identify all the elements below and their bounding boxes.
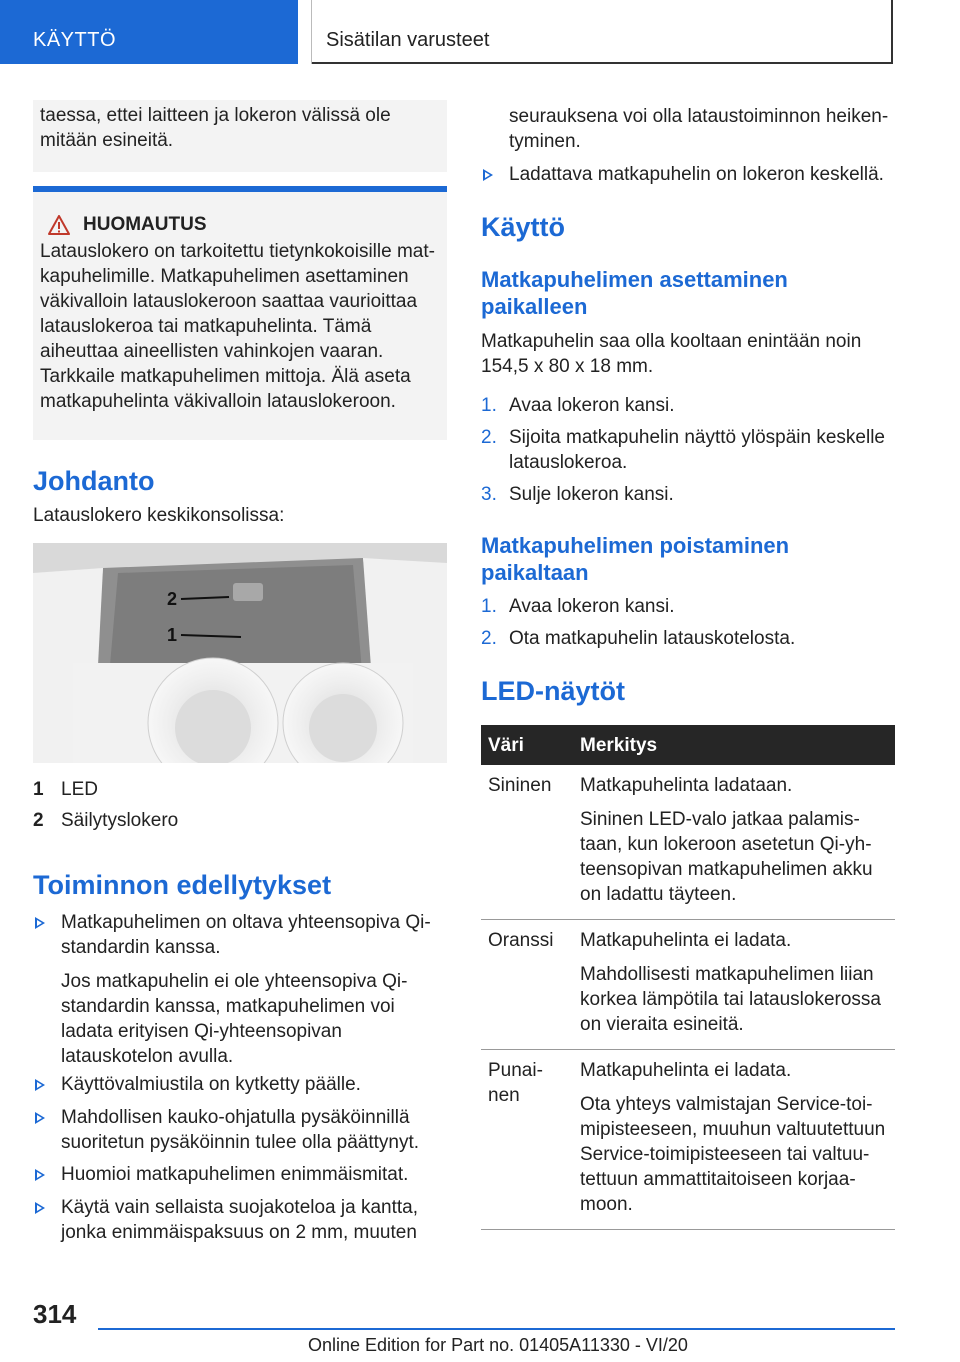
warning-icon: [48, 215, 70, 235]
step-number: 3.: [481, 484, 497, 505]
johdanto-text: Latauslokero keskikonsolissa:: [33, 505, 285, 526]
led-table: [481, 725, 895, 1230]
meaning-line: Sininen LED-valo jatkaa palamistaan, kun lokeroon asetetun Qi-yhteensopivan matkapuhelimen akku on ladattu täyteen.: [580, 809, 873, 905]
step-text: Sulje lokeron kansi.: [509, 484, 674, 505]
continued-text: seurauksena voi olla lataustoiminnon heikentyminen.: [509, 106, 889, 152]
legend-item: [33, 777, 447, 802]
step-text: Avaa lokeron kansi.: [509, 395, 675, 416]
list-item-text: Käyttövalmiustila on kytketty päälle.: [61, 1074, 361, 1095]
meaning-line: Matkapuhelinta ladataan.: [580, 775, 793, 796]
step-item: [481, 594, 897, 619]
list-item: [33, 1072, 449, 1097]
step-text: Ota matkapuhelin latauskotelosta.: [509, 628, 796, 649]
cell-color: Punainen: [481, 1050, 573, 1230]
cell-meaning: [573, 1050, 895, 1230]
list-item-text: Huomioi matkapuhelimen enimmäismitat.: [61, 1164, 409, 1185]
asettaminen-heading: Matkapuhelimen asettaminen paikalleen: [481, 267, 788, 319]
column-header-color: Väri: [481, 725, 573, 765]
edition-text: Online Edition for Part no. 01405A11330 - VI/20: [308, 1335, 688, 1355]
cell-color: Sininen: [481, 765, 573, 920]
meaning-line: Mahdollisesti matkapuhelimen liian korkea lämpötila tai latauslokerossa on vieraita esineitä.: [580, 964, 881, 1035]
notice-box: [33, 186, 447, 440]
list-item: [33, 1105, 449, 1155]
list-item-subtext: Jos matkapuhelin ei ole yhteensopiva Qi-standardin kanssa, matkapuhelimen voi ladata erityisen Qi-yhteensopivan latauskotelon avulla.: [61, 971, 408, 1067]
step-text: Avaa lokeron kansi.: [509, 596, 675, 617]
console-illustration: [33, 543, 447, 763]
footer-divider: [98, 1328, 895, 1330]
bullet-icon: [35, 917, 45, 929]
list-item-text: Käytä vain sellaista suojakoteloa ja kantta, jonka enimmäispaksuus on 2 mm, muuten: [61, 1197, 418, 1243]
table-row: [481, 920, 895, 1050]
legend-text: LED: [61, 779, 98, 800]
legend-number: 1: [33, 779, 44, 800]
step-item: [481, 482, 897, 507]
list-item: [481, 162, 897, 187]
cell-meaning: [573, 920, 895, 1050]
list-item: [33, 1195, 449, 1245]
toiminnon-heading: Toiminnon edellytykset: [33, 870, 332, 900]
poistaminen-heading: Matkapuhelimen poistaminen paikaltaan: [481, 533, 790, 585]
kaytto-heading: Käyttö: [481, 212, 566, 242]
notice-header: [40, 212, 440, 237]
meaning-line: Matkapuhelinta ei ladata.: [580, 1060, 792, 1081]
callout-2: 2: [167, 589, 178, 609]
cell-meaning: [573, 765, 895, 920]
step-number: 2.: [481, 628, 497, 649]
bullet-icon: [35, 1079, 45, 1091]
bullet-icon: [483, 169, 493, 181]
section-tab: [0, 0, 298, 64]
step-number: 2.: [481, 427, 497, 448]
continued-notice-text: taessa, ettei laitteen ja lokeron välissä ole mitään esineitä.: [40, 105, 391, 151]
step-number: 1.: [481, 395, 497, 416]
list-item: [33, 910, 449, 1069]
list-item-text: Mahdollisen kauko-ohjatulla pysäköinnillä suoritetun pysäköinnin tulee olla päättynyt.: [61, 1107, 420, 1153]
step-item: [481, 425, 897, 475]
cell-color: Oranssi: [481, 920, 573, 1050]
continued-notice-box: [33, 100, 447, 172]
list-item-text: Matkapuhelimen on oltava yhteensopiva Qi-standardin kanssa.: [61, 912, 431, 958]
list-item-text: Ladattava matkapuhelin on lokeron keskellä.: [509, 164, 884, 185]
step-item: [481, 393, 897, 418]
meaning-line: Matkapuhelinta ei ladata.: [580, 930, 792, 951]
step-text: Sijoita matkapuhelin näyttö ylöspäin keskelle latauslokeroa.: [509, 427, 885, 473]
led-heading: LED-näytöt: [481, 676, 625, 706]
table-row: [481, 765, 895, 920]
legend-item: [33, 808, 447, 833]
callout-1: 1: [167, 625, 178, 645]
chapter-tab: [311, 0, 893, 64]
bullet-icon: [35, 1169, 45, 1181]
console-photo: [33, 543, 447, 763]
johdanto-heading: Johdanto: [33, 466, 155, 496]
page-number: 314: [33, 1299, 77, 1329]
legend-number: 2: [33, 810, 44, 831]
column-header-meaning: Merkitys: [573, 725, 895, 765]
table-header-row: [481, 725, 895, 765]
bullet-icon: [35, 1112, 45, 1124]
section-title: KÄYTTÖ: [33, 29, 117, 51]
meaning-line: Ota yhteys valmistajan Service-toimipisteeseen, muuhun valtuutettuun Service-toimipisteeseen tai valtuutettuun ammattitaitoiseen korjaamoon.: [580, 1094, 886, 1215]
notice-title: HUOMAUTUS: [83, 214, 207, 235]
chapter-title: Sisätilan varusteet: [326, 29, 490, 51]
list-item: [33, 1162, 449, 1187]
asettaminen-text: Matkapuhelin saa olla kooltaan enintään noin 154,5 x 80 x 18 mm.: [481, 331, 862, 377]
bullet-icon: [35, 1202, 45, 1214]
table-row: [481, 1050, 895, 1230]
notice-text: Latauslokero on tarkoitettu tietynkokoisille matkapuhelimille. Matkapuhelimen asettaminen väkivalloin latauslokeroon saattaa vaurioittaa latauslokeroa tai matkapuhelinta. Tämä aiheuttaa aineellisten vahinkojen vaaran. Tarkkaile matkapuhelimen mittoja. Älä aseta matkapuhelinta väkivalloin latauslokeroon.: [40, 241, 435, 412]
step-number: 1.: [481, 596, 497, 617]
step-item: [481, 626, 897, 651]
legend-text: Säilytyslokero: [61, 810, 179, 831]
